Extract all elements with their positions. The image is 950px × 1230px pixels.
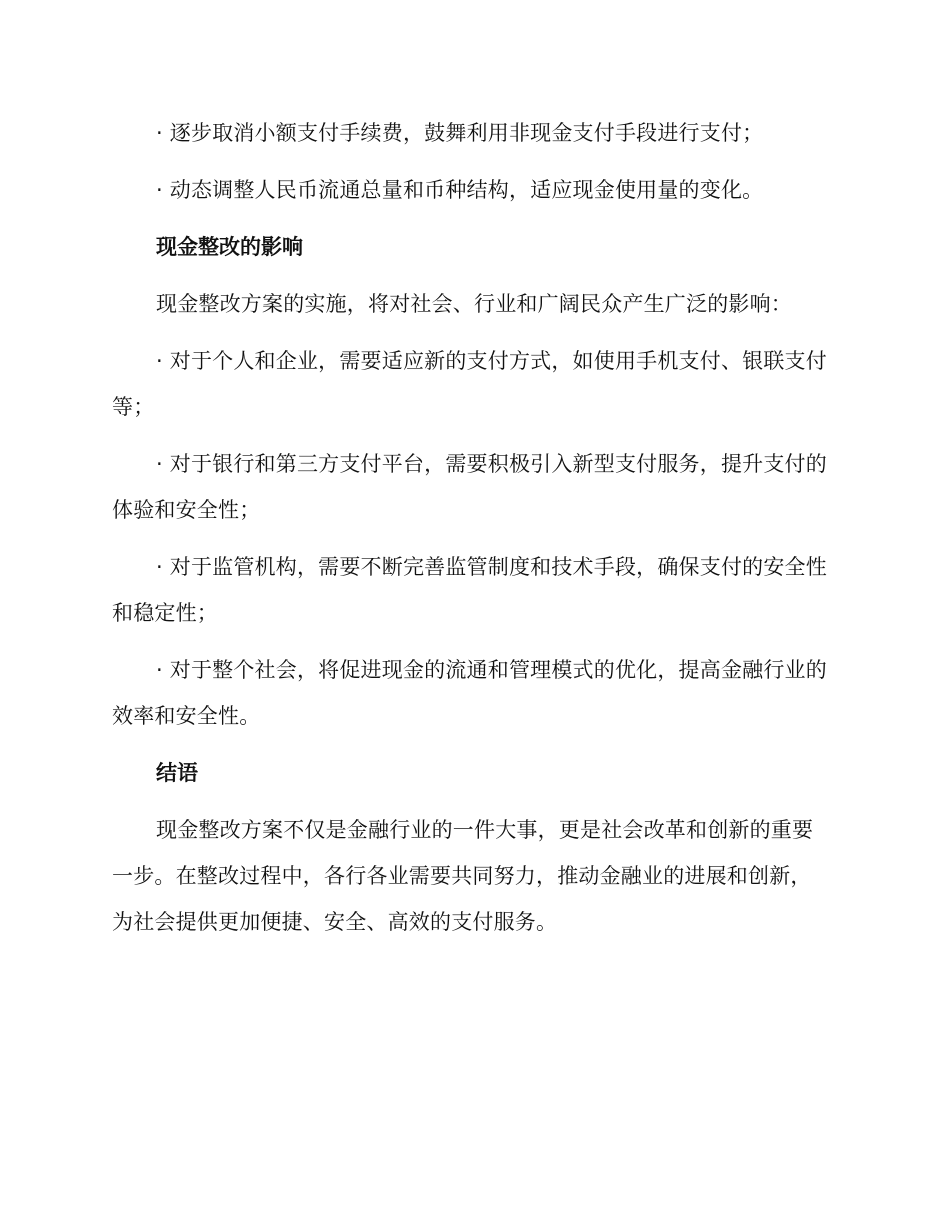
section-heading-impact: 现金整改的影响: [156, 235, 303, 259]
conclusion-paragraph: 现金整改方案不仅是金融行业的一件大事，更是社会改革和创新的重要一步。在整改过程中，各行各业需要共同努力，推动金融业的进展和创新，为社会提供更加便捷、安全、高效的支付服务。: [112, 818, 814, 934]
bullet-item: · 对于监管机构，需要不断完善监管制度和技术手段，确保支付的安全性和稳定性；: [112, 555, 827, 625]
section-intro: 现金整改方案的实施，将对社会、行业和广阔民众产生广泛的影响：: [156, 292, 792, 316]
bullet-item: · 对于个人和企业，需要适应新的支付方式，如使用手机支付、银联支付等；: [112, 349, 827, 419]
bullet-item: · 逐步取消小额支付手续费，鼓舞利用非现金支付手段进行支付；: [156, 121, 764, 145]
bullet-item: · 对于整个社会，将促进现金的流通和管理模式的优化，提高金融行业的效率和安全性。: [112, 658, 827, 728]
bullet-item: · 动态调整人民币流通总量和币种结构，适应现金使用量的变化。: [156, 178, 764, 202]
bullet-item: · 对于银行和第三方支付平台，需要积极引入新型支付服务，提升支付的体验和安全性；: [112, 452, 827, 522]
section-heading-conclusion: 结语: [156, 761, 198, 785]
document-page: [112, 110, 832, 956]
